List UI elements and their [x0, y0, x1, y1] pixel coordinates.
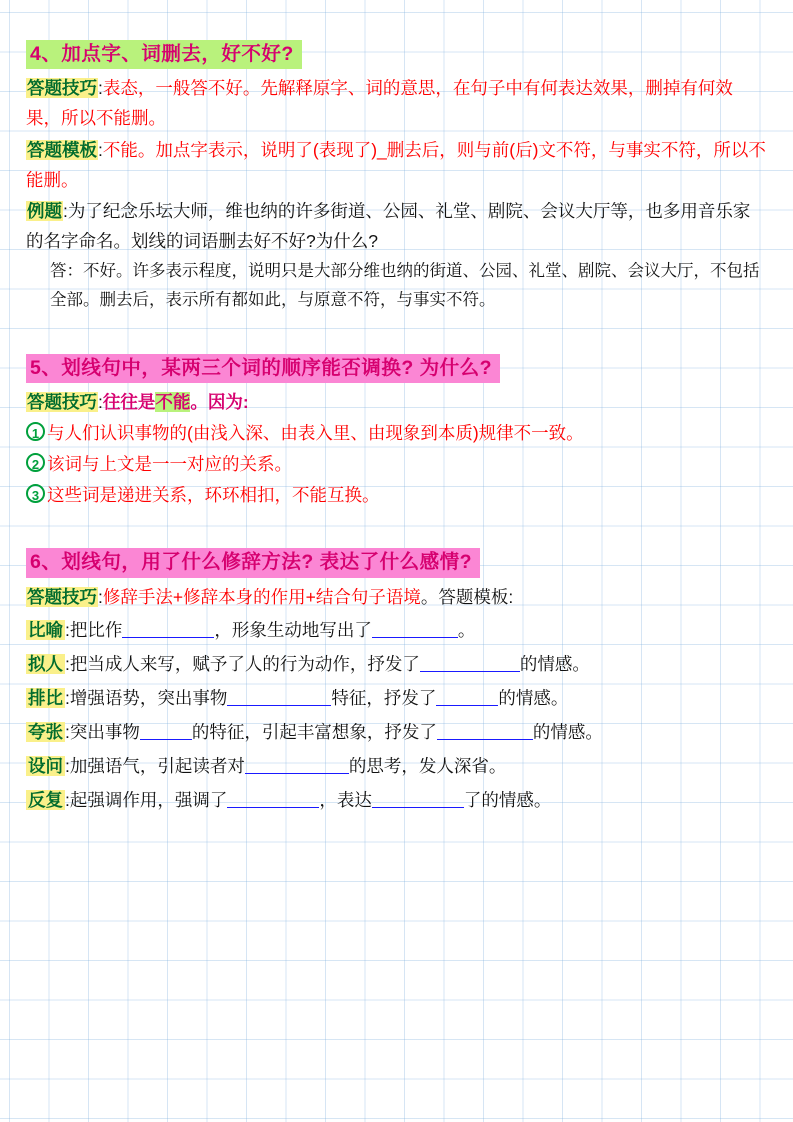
rhetoric-label: 反复 — [28, 790, 63, 811]
section-5-item-2 — [26, 449, 767, 479]
example-label: 例题 — [27, 200, 62, 221]
rhetoric-part1: 加强语气，引起读者对 — [69, 756, 245, 777]
rhetoric-part1: 起强调作用，强调了 — [69, 790, 228, 811]
rhetoric-part1: 把当成人来写，赋予了人的行为动作，抒发了 — [69, 653, 420, 674]
section-4-technique-row: 答题技巧:表态，一般答不好。先解释原字、词的意思，在句子中有何表达效果，删掉有何效果，所以不能删。 — [26, 78, 733, 129]
rhetoric-label: 夸张 — [28, 722, 63, 743]
fill-blank — [437, 722, 533, 741]
section-5-heading: 5、划线句中，某两三个词的顺序能否调换? 为什么? — [26, 354, 500, 383]
item-text: 与人们认识事物的(由浅入深、由表入里、由现象到本质)规律不一致。 — [47, 423, 584, 443]
rhetoric-part2: 的情感。 — [519, 653, 590, 674]
technique-label: 答题技巧 — [27, 78, 97, 99]
technique-highlight: 不能 — [155, 391, 191, 412]
technique-suffix: 。因为: — [190, 391, 249, 412]
section-4-example-row: 例题:为了纪念乐坛大师，维也纳的许多街道、公园、礼堂、剧院、会议大厅等，也多用音乐家的名字命名。划线的词语删去好不好?为什么? — [26, 200, 751, 251]
rhetoric-part2: 的思考，发人深省。 — [348, 756, 507, 777]
list-number-1: 1 — [26, 422, 45, 441]
section-6-heading: 6、划线句，用了什么修辞方法? 表达了什么感情? — [26, 548, 480, 577]
template-text: 不能。加点字表示，说明了(表现了)_删去后，则与前(后)文不符，与事实不符，所以不能删。 — [26, 139, 766, 190]
rhetoric-part2: 的特征，引起丰富想象，抒发了 — [191, 722, 437, 743]
technique-text: 修辞手法+修辞本身的作用+结合句子语境 — [102, 586, 421, 607]
fill-blank — [227, 687, 331, 706]
section-5 — [26, 354, 767, 511]
rhetoric-row-question: 设问 :加强语气，引起读者对 的思考，发人深省。 — [28, 756, 507, 777]
fill-blank — [140, 722, 192, 741]
rhetoric-part2: ，形象生动地写出了 — [214, 619, 372, 640]
fill-blank — [436, 687, 498, 706]
list-number-3: 3 — [26, 484, 45, 503]
section-6-technique-row: 答题技巧:修辞手法+修辞本身的作用+结合句子语境。答题模板: — [27, 586, 514, 607]
fill-blank — [372, 790, 464, 809]
fill-blank — [122, 619, 214, 638]
item-text: 该词与上文是一一对应的关系。 — [47, 454, 292, 475]
section-5-item-1 — [26, 418, 767, 448]
template-label: 答题模板 — [27, 139, 97, 160]
rhetoric-label: 设问 — [28, 756, 63, 777]
section-4-heading: 4、加点字、词删去，好不好? — [26, 40, 302, 69]
fill-blank — [372, 619, 458, 638]
rhetoric-part3: 的情感。 — [532, 722, 603, 743]
technique-label: 答题技巧 — [27, 391, 97, 412]
item-text: 这些词是递进关系，环环相扣，不能互换。 — [47, 485, 380, 506]
rhetoric-row-parallelism: 排比 :增强语势，突出事物 特征，抒发了 的情感。 — [28, 687, 569, 708]
rhetoric-part2: ，表达 — [319, 790, 372, 811]
fill-blank — [227, 790, 319, 809]
section-4 — [26, 40, 767, 316]
rhetoric-part3: 的情感。 — [498, 687, 569, 708]
rhetoric-part3: 。 — [457, 619, 476, 640]
rhetoric-row-hyperbole: 夸张 :突出事物 的特征，引起丰富想象，抒发了 的情感。 — [28, 722, 603, 743]
spacer-2 — [26, 514, 767, 548]
rhetoric-part1: 突出事物 — [69, 722, 140, 743]
rhetoric-label: 排比 — [28, 687, 63, 708]
rhetoric-part1: 把比作 — [69, 619, 123, 640]
section-4-template-row: 答题模板:不能。加点字表示，说明了(表现了)_删去后，则与前(后)文不符，与事实不符，所以不能删。 — [26, 139, 766, 190]
rhetoric-label: 比喻 — [28, 619, 63, 640]
section-6 — [26, 548, 767, 817]
list-number-2: 2 — [26, 453, 45, 472]
technique-label: 答题技巧 — [27, 586, 97, 607]
example-text: 为了纪念乐坛大师，维也纳的许多街道、公园、礼堂、剧院、会议大厅等，也多用音乐家的名字命名。划线的词语删去好不好?为什么? — [26, 200, 751, 251]
technique-prefix: 往往是 — [102, 391, 156, 412]
rhetoric-row-metaphor: 比喻 :把比作 ，形象生动地写出了 。 — [28, 619, 476, 640]
technique-tail: 。答题模板: — [420, 586, 514, 607]
fill-blank — [420, 653, 520, 672]
fill-blank — [245, 756, 349, 775]
rhetoric-part2: 特征，抒发了 — [331, 687, 437, 708]
section-5-technique-row: 答题技巧:往往是不能。因为: — [27, 391, 249, 412]
section-4-answer: 答：不好。许多表示程度，说明只是大部分维也纳的街道、公园、礼堂、剧院、会议大厅，不包括全部。删去后，表示所有都如此，与原意不符，与事实不符。 — [50, 261, 760, 310]
rhetoric-row-personification: 拟人 :把当成人来写，赋予了人的行为动作，抒发了 的情感。 — [28, 653, 590, 674]
rhetoric-part3: 了的情感。 — [463, 790, 552, 811]
spacer-1 — [26, 320, 767, 354]
section-5-item-3 — [26, 480, 767, 510]
rhetoric-part1: 增强语势，突出事物 — [69, 687, 228, 708]
rhetoric-row-repetition: 反复 :起强调作用，强调了 ，表达 了的情感。 — [28, 790, 552, 811]
rhetoric-label: 拟人 — [28, 653, 63, 674]
technique-text: 表态，一般答不好。先解释原字、词的意思，在句子中有何表达效果，删掉有何效果，所以不能删。 — [26, 78, 733, 129]
